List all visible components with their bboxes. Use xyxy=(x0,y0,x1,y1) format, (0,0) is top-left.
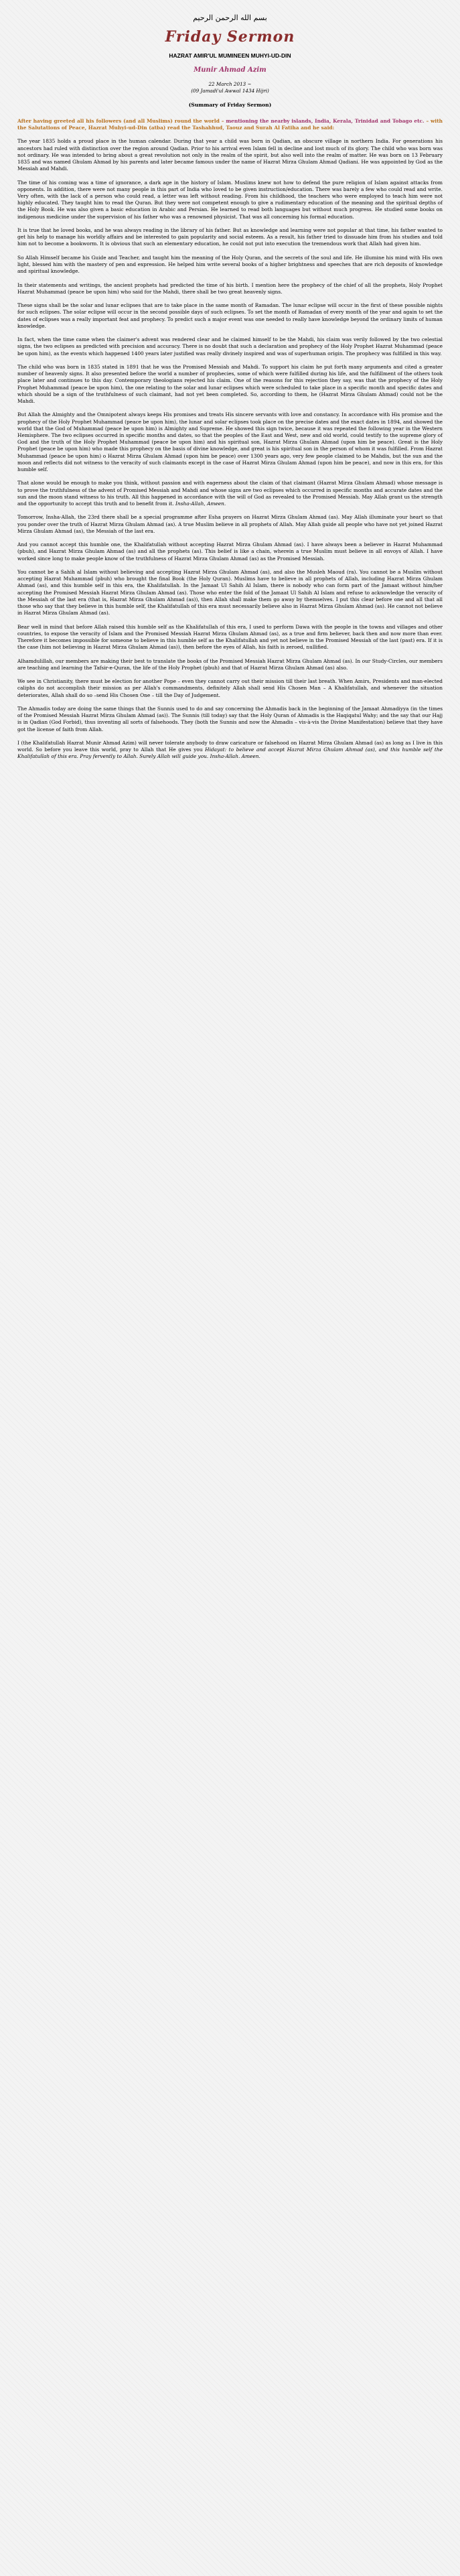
paragraph-text: And you cannot accept this humble one, the Khalifatullah without accepting Hazrat Mirza Ghulam Ahmad (as). I have always been a believer in Hazrat Muhammad (pbuh), and Hazrat Mirza Ghulam Ahmad (as) and all the prophets (as). This belief is like a chain, wherein a true Muslim must believe in all envoys of Allah. I have worked since long to make people know of the truthfulness of Hazrat Mirza Ghulam Ahmad (as) as the Promised Messiah. xyxy=(17,541,443,562)
paragraph-text: So Allah Himself became his Guide and Teacher, and taught him the meaning of the Holy Quran, and the secrets of the soul and life. He illumine his mind with His own light, blessed him with the mastery of pen and expression. He helped him write several books of a higher brightness and speeches that are rich deposits of knowledge and spiritual knowledge. xyxy=(17,254,443,275)
sermon-paragraph xyxy=(17,138,443,172)
paragraph-text: The Ahmadis today are doing the same things that the Sunnis used to do and say concerning the Ahmadis back in the beginning of the Jamaat Ahmadiyya (in the times of the Promised Messiah Hazrat Mirza Ghulam Ahmad (as)). The Sunnis (till today) say that the Holy Quran of Ahmadis is the Haqiqatul Wahy; and the say that our Hajj is in Qadian (God Forbid), thus inventing all sorts of falsehoods. They (both the Sunnis and now the Ahmadis – vis-à-vis the Divine Manifestation) believe that they have got the license of faith from Allah. xyxy=(17,706,443,732)
paragraph-text: It is true that he loved books, and he was always reading in the library of his father. But as knowledge and learning were not popular at that time, his father wanted to get his help to manage his worldly affairs and be interested to gain popularity and social esteem. As a result, his father tried to dissuade him from his studies and told him not to become a bookworm. It is obvious that such an elementary education, he could not put into execution the tremendous work that Allah had given him. xyxy=(17,227,443,247)
sermon-paragraph xyxy=(17,180,443,220)
sermon-paragraph xyxy=(17,227,443,248)
paragraph-text: Alhamdulillah, our members are making their best to translate the books of the Promised Messiah Hazrat Mirza Ghulam Ahmad (as). In our Study-Circles, our members are teaching and learning the Tafsir-e-Quran, the life of the Holy Prophet (pbuh) and that of Hazrat Mirza Ghulam Ahmad (as) also. xyxy=(17,657,443,671)
sermon-page xyxy=(0,0,460,761)
paragraph-text: Tomorrow, Insha-Allah, the 23rd there shall be a special programme after Esha prayers on Hazrat Mirza Ghulam Ahmad (as). May Allah illuminate your heart so that you ponder over the truth of Hazrat Mirza Ghulam Ahmad (as). A true Muslim believe in all prophets of Allah. May Allah guide all people who have not yet joined Hazrat Mirza Ghulam Ahmad (as), the Messiah of the last era. xyxy=(17,514,443,534)
paragraph-text: The year 1835 holds a proud place in the human calendar. During that year a child was born in Qadian, an obscure village in northern India. For generations his ancestors had ruled with distinction over the region around Qadian. Prior to his arrival even Islam fell in decline and lost much of its glory. The child who was born was not ordinary. He was intended to bring about a great revolution not only in the realm of the spirit, but also well into the realm of matter. He was born on 13 February 1835 and was named Ghulam Ahmad by his parents and later became famous under the name of Hazrat Mirza Ghulam Ahmad Qadiani. He was appointed by God as the Messiah and Mahdi. xyxy=(17,138,443,172)
sermon-paragraph xyxy=(17,706,443,733)
paragraph-text: But Allah the Almighty and the Omnipotent always keeps His promises and treats His sincere servants with love and constancy. In accordance with His promise and the prophecy of the Holy Prophet Muhammad (peace be upon him), the lunar and solar eclipses took place on the precise dates and the exact dates in 1894, and showed the world that the God of Muhammad (peace be upon him) is Almighty and Supreme. He showed this sign twice, because it was repeated the following year in the Western Hemisphere. The two eclipses occurred in specific months and dates, so that the peoples of the East and West, new and old world, could testify to the supreme glory of God and the truth of the Holy Prophet Muhammad (peace be upon him) and his spiritual son, Hazrat Mirza Ghulam Ahmad (upon him be peace). Great is the Holy Prophet (peace be upon him) who made this prophecy on the basis of divine knowledge, and great is his spiritual son in the person of whom it was fulfilled. From Hazrat Muhammad (peace be upon him) o Hazrat Mirza Ghulam Ahmad (upon him be peace) over 1300 years ago, very few people claimed to be Mahdis, but the sun and the moon and reflects did not witness to the veracity of such claimants except in the case of Hazrat Mirza Ghulam Ahmad (upon him be peace), and now in this era, for this humble self. xyxy=(17,411,443,473)
author-name: Munir Ahmad Azim xyxy=(194,66,266,74)
sermon-paragraph xyxy=(17,364,443,405)
sermon-paragraph xyxy=(17,282,443,296)
sermon-paragraph xyxy=(17,740,443,761)
sermon-paragraph xyxy=(17,480,443,507)
sermon-paragraph xyxy=(17,624,443,651)
paragraph-text: You cannot be a Sahih al Islam without believing and accepting Hazrat Mirza Ghulam Ahmad (as), and also the Musleh Maoud (ra). You cannot be a Muslim without accepting Hazrat Muhammad (pbuh) who brought the final Book (the Holy Quran). Muslims have to believe in all prophets of Allah, including Hazrat Mirza Ghulam Ahmad (as), and this humble self in this era, the Khalifatullah. In the Jamaat Ul Sahih Al Islam, there is nobody who can form part of the Jamaat without him/her accepting the Promised Messiah Hazrat Mirza Ghulam Ahmad (as). Those who enter the fold of the Jamaat Ul Sahih Al Islam and refuse to acknowledge the veracity of the Messiah of the last era (that is, Hazrat Mirza Ghulam Ahmad (as)), then Allah shall make them go away by themselves. I put this clear before one and all that all those who say that they believe in this humble self, the Khalifatullah of this era must necessarily believe also in Hazrat Mirza Ghulam Ahmad (as). He cannot not believe in Hazrat Mirza Ghulam Ahmad (as). xyxy=(17,569,443,617)
sermon-paragraph xyxy=(17,658,443,671)
sermon-paragraph xyxy=(17,541,443,562)
sermon-paragraph xyxy=(17,302,443,330)
intro-highlight: mentioning the nearby islands, India, Kerala, Trinidad and Tobago etc. xyxy=(226,118,425,124)
paragraph-italic-tail: Insha-Allah, Ameen. xyxy=(175,501,226,507)
date-gregorian: 22 March 2013 ~ xyxy=(208,81,252,87)
sermon-paragraph xyxy=(17,255,443,275)
sermon-date xyxy=(17,81,443,94)
paragraph-text: These signs shall be the solar and lunar eclipses that are to take place in the same month of Ramadan. The lunar eclipse will occur in the first of these possible nights for such eclipses. The solar eclipse will occur in the second possible days of such eclipses. To set the month of Ramadan of every month of the year and again to set the dates of eclipses was a really important feat and prophecy. To predict such a major event was one needed to really have knowledge beyond the ordinary limits of human knowledge. xyxy=(17,302,443,329)
intro-paragraph xyxy=(17,118,443,131)
paragraph-text: We see in Christianity, there must be election for another Pope – even they cannot carry out their mission till their last breath. When Amirs, Presidents and man-elected caliphs do not accomplish their mission as per Allah's commandments, definitely Allah shall send His Chosen Man – A Khalifatullah, and whenever the situation deteriorates, Allah shall do so –send His Chosen One – till the Day of Judgement. xyxy=(17,678,443,698)
sermon-paragraph xyxy=(17,336,443,357)
paragraph-text: I (the Khalifatullah Hazrat Munir Ahmad Azim) will never tolerate anybody to draw caricature or falsehood on Hazrat Mirza Ghulam Ahmad (as) as long as I live in this world. So before you leave this world, pray to Allah that He gives you xyxy=(17,740,443,753)
date-hijri: (09 Jamadi'ul Awwal 1434 Hijri) xyxy=(191,87,269,94)
sermon-paragraph xyxy=(17,569,443,617)
paragraph-text: The time of his coming was a time of ignorance, a dark age in the history of Islam. Muslims knew not how to defend the pure religion of Islam against attacks from opponents. In addition, there were not many people in this part of India who loved to be given instruction/education. There was barely a few who could read and write. Very often, with the lack of a person who could read, a letter was left without reading. From his childhood, the teachers who were employed to teach him were not highly educated. They taught him to read the Quran. But they were not competent enough to give a rudimentary education of the meaning and the spiritual depths of the Holy Book. He was also given a basic education in Arabic and Persian. He learned to read both languages but without much progress. He studied some books on indigenous medicine under the supervision of his father who was a renowned physicist. That was all concerning his formal education. xyxy=(17,179,443,220)
sermon-paragraph xyxy=(17,411,443,473)
paragraph-text: Bear well in mind that before Allah raised this humble self as the Khalifatullah of this era, I used to perform Dawa with the people in the towns and villages and other countries, to expose the veracity of Islam and the Promised Messiah Hazrat Mirza Ghulam Ahmad (as), as a true and firm believer, back then and now more than ever. Therefore it becomes impossible for someone to believe in this humble self as the Khalifatullah and yet not believe in the Promised Messiah of the last (past) era. If it is the case (him not believing in Hazrat Mirza Ghulam Ahmad (as)), then before the eyes of Allah, his faith is zeroed, nullified. xyxy=(17,623,443,651)
sermon-paragraph xyxy=(17,678,443,699)
paragraph-text: That alone would be enough to make you think, without passion and with eagerness about the claim of that claimant (Hazrat Mirza Ghulam Ahmad) whose message is to prove the truthfulness of the advent of Promised Messiah and Mahdi and whose signs are two eclipses which occurred in specific months and accurate dates and the sun and the moon stand witness to his truth. All this happened in accordance with the will of God as revealed to the Promised Messiah. May Allah grant us the strength and the opportunity to accept this truth and to benefit from it. xyxy=(17,480,443,507)
sermon-paragraph xyxy=(17,514,443,535)
bismillah-heading: بسم الله الرحمن الرحيم xyxy=(193,13,267,22)
intro-text-1: After having greeted all his followers (and all Muslims) round the world – xyxy=(17,118,226,124)
paragraph-italic-tail: Hidayat: to believe and accept Hazrat Mirza Ghulam Ahmad (as), and this humble self the Khalifatullah of this era. Pray fervently to Allah. Surely Allah will guide you. Insha-Allah. Ameen. xyxy=(17,747,443,760)
sermon-body xyxy=(17,138,443,760)
page-title: Friday Sermon xyxy=(165,28,295,46)
paragraph-text: In fact, when the time came when the claimer's advent was rendered clear and he claimed himself to be the Mahdi, his claim was verily followed by the two celestial signs, the two eclipses as predicted with precision and accuracy. There is no doubt that such a declaration and prophecy of the Holy Prophet Hazrat Muhammad (peace be upon him), as the events which happened 1400 years later justified was really divinely inspired and was of superhuman origin. The prophecy was fulfilled in this way. xyxy=(17,336,443,357)
intro-text-2: – with the Salutations of Peace, Hazrat Muhyi-ud-Din (atba) read the Tashahhud, Taouz and Surah Al Fatiha and he said: xyxy=(17,118,443,131)
paragraph-text: The child who was born in 1835 stated in 1891 that he was the Promised Messiah and Mahdi. To support his claim he put forth many arguments and cited a greater number of heavenly signs. It also presented before the world a number of prophecies, some of which were fulfilled during his life, and the fulfillment of the others took place later and continues to this day. Contemporary theologians rejected his claim. One of the reasons for this rejection they say, was that the prophecy of the Holy Prophet Muhammad (peace be upon him), the one relating to the solar and lunar eclipses which were scheduled to take place in a specific month and specific dates and which should be a sign of the truthfulness of such claimant, had not yet been completed. So, according to them, he (Hazrat Mirza Ghulam Ahmad) could not be the Mahdi. xyxy=(17,364,443,405)
sermon-subtitle: HAZRAT AMIR'UL MUMINEEN MUHYI-UD-DIN xyxy=(169,52,291,59)
summary-label: (Summary of Friday Sermon) xyxy=(188,102,272,108)
paragraph-text: In their statements and writings, the ancient prophets had predicted the time of his birth. I mention here the prophecy of the chief of all the prophets, Holy Prophet Hazrat Muhammad (peace be upon him) who said for the Mahdi, there shall be two great heavenly signs. xyxy=(17,281,443,295)
